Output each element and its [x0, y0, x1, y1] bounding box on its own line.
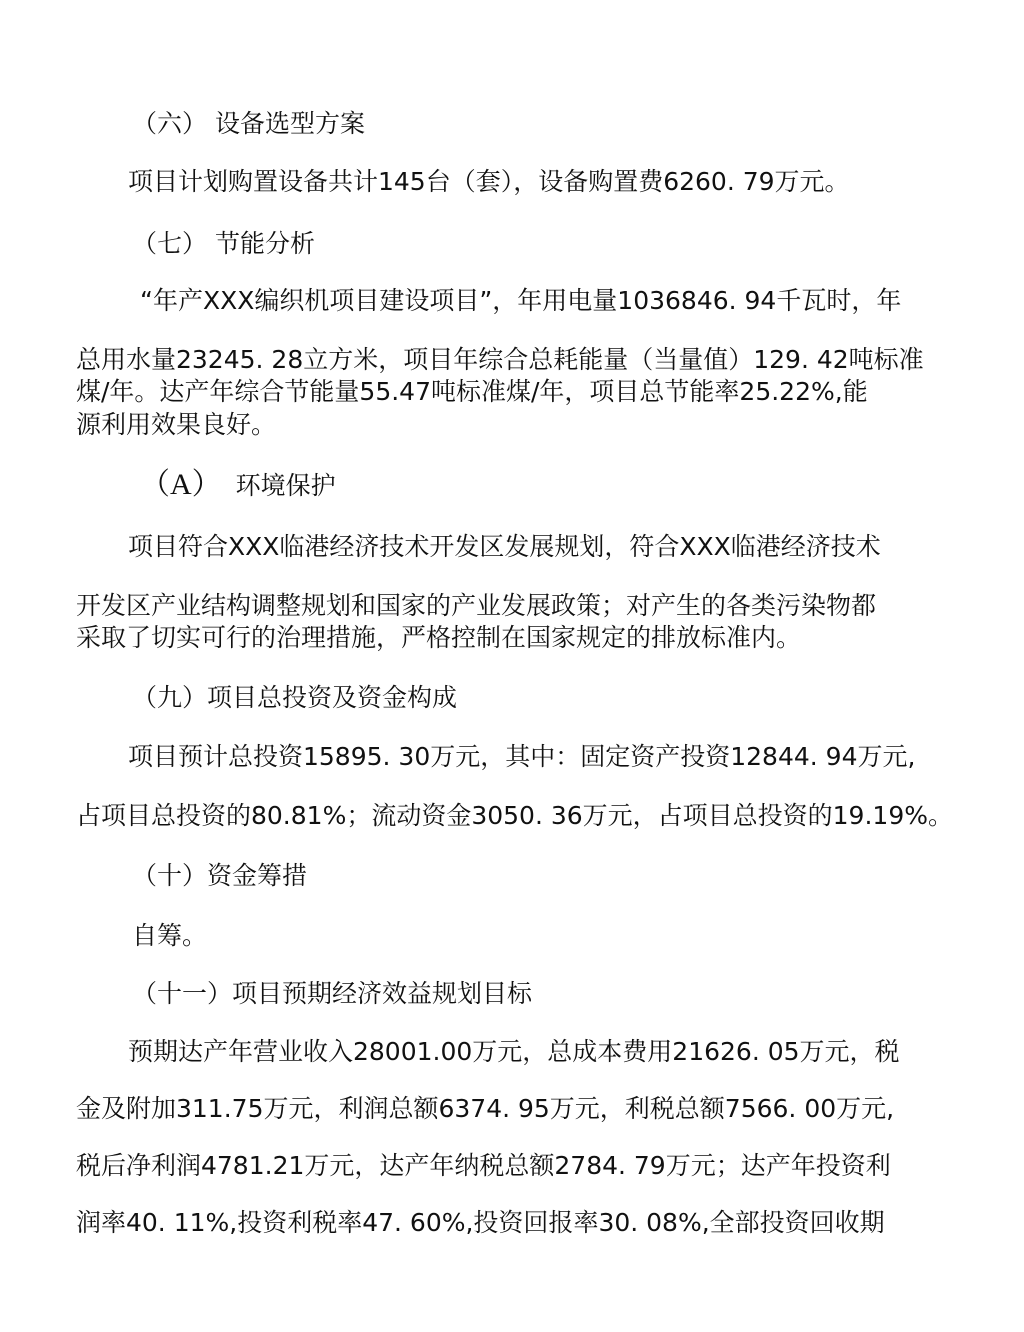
section-number: （A）: [140, 468, 222, 501]
paragraph-line: 开发区产业结构调整规划和国家的产业发展政策；对产生的各类污染物都: [76, 591, 877, 620]
paragraph-line: 项目符合XXX临港经济技术开发区发展规划，符合XXX临港经济技术: [128, 532, 881, 561]
section-heading-equipment: （六） 设备选型方案: [132, 109, 365, 138]
section-heading-investment: （九）项目总投资及资金构成: [132, 683, 458, 712]
section-heading-economic-targets: （十一）项目预期经济效益规划目标: [132, 979, 533, 1008]
paragraph-line: 项目预计总投资15895. 30万元，其中：固定资产投资12844. 94万元,: [128, 742, 916, 771]
paragraph-line: 税后净利润4781.21万元，达产年纳税总额2784. 79万元；达产年投资利: [76, 1151, 891, 1180]
section-heading-environment: [140, 469, 336, 502]
paragraph-line: 源利用效果良好。: [76, 410, 277, 439]
paragraph-line: 总用水量23245. 28立方米，项目年综合总耗能量（当量值）129. 42吨标准: [76, 345, 924, 374]
paragraph-line: 占项目总投资的80.81%；流动资金3050. 36万元，占项目总投资的19.19%。: [76, 801, 953, 830]
section-title: 环境保护: [235, 471, 336, 500]
section-heading-energy: （七） 节能分析: [132, 229, 315, 258]
paragraph-line: 预期达产年营业收入28001.00万元，总成本费用21626. 05万元，税: [128, 1037, 900, 1066]
paragraph-line: 金及附加311.75万元，利润总额6374. 95万元，利税总额7566. 00万元,: [76, 1094, 895, 1123]
paragraph-line: 采取了切实可行的治理措施，严格控制在国家规定的排放标准内。: [76, 623, 802, 652]
paragraph-line: 自筹。: [132, 921, 208, 950]
paragraph-line: 润率40. 11%,投资利税率47. 60%,投资回报率30. 08%,全部投资回收期: [76, 1208, 885, 1237]
paragraph-line: 项目计划购置设备共计145台（套），设备购置费6260. 79万元。: [128, 167, 850, 196]
paragraph-line: “年产XXX编织机项目建设项目”，年用电量1036846. 94千瓦时，年: [140, 286, 902, 315]
section-heading-funding: （十）资金筹措: [132, 861, 308, 890]
paragraph-line: 煤/年。达产年综合节能量55.47吨标准煤/年，项目总节能率25.22%,能: [76, 377, 868, 406]
